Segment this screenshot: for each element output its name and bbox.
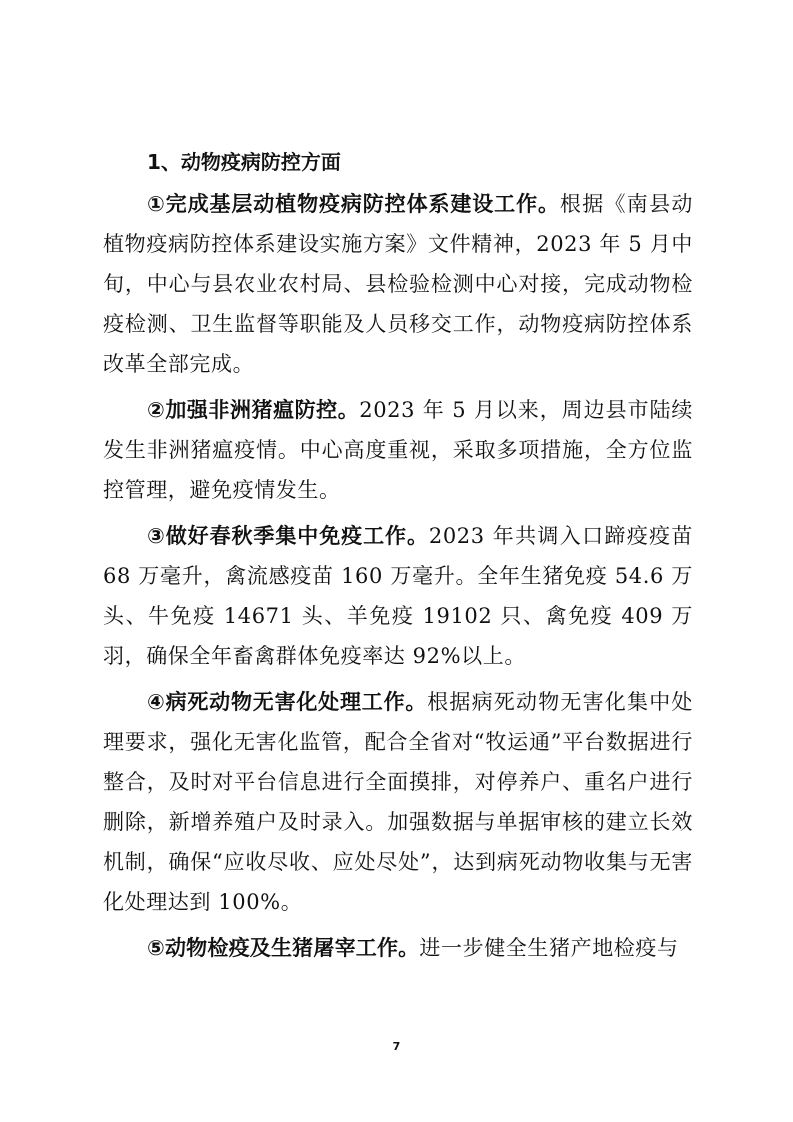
paragraph-1 (103, 184, 693, 384)
paragraph-body: 2023 年共调入口蹄疫疫苗 68 万毫升，禽流感疫苗 160 万毫升。全年生猪免疫 54.6 万头、牛免疫 14671 头、羊免疫 19102 只、禽免疫 409 万羽，确保全年畜禽群体免疫率达 92%以上。 (103, 524, 693, 668)
paragraph-4 (103, 682, 693, 922)
paragraph-3 (103, 516, 693, 676)
paragraph-body: 根据病死动物无害化集中处理要求，强化无害化监管，配合全省对“牧运通”平台数据进行整合，及时对平台信息进行全面摸排，对停养户、重名户进行删除，新增养殖户及时录入。加强数据与单据审核的建立长效机制，确保“应收尽收、应处尽处”，达到病死动物收集与无害化处理达到 100%。 (103, 690, 693, 914)
paragraph-lead: ②加强非洲猪瘟防控。 (147, 398, 360, 422)
paragraph-lead: ④病死动物无害化处理工作。 (147, 690, 428, 714)
paragraph-5 (103, 928, 693, 968)
page-number: 7 (392, 1040, 401, 1053)
paragraph-body: 进一步健全生猪产地检疫与 (419, 936, 679, 960)
paragraph-lead: ⑤动物检疫及生猪屠宰工作。 (147, 936, 420, 960)
document-body (103, 146, 693, 974)
paragraph-body: 2023 年 5 月以来，周边县市陆续发生非洲猪瘟疫情。中心高度重视，采取多项措施，全方位监控管理，避免疫情发生。 (103, 398, 694, 502)
paragraph-lead: ③做好春秋季集中免疫工作。 (147, 524, 429, 548)
paragraph-2 (103, 390, 693, 510)
section-heading: 1、动物疫病防控方面 (147, 150, 341, 174)
paragraph-body: 根据《南县动植物疫病防控体系建设实施方案》文件精神，2023 年 5 月中旬，中心与县农业农村局、县检验检测中心对接，完成动物检疫检测、卫生监督等职能及人员移交工作，动物疫病防控体系改革全部完成。 (103, 192, 693, 376)
paragraph-lead: ①完成基层动植物疫病防控体系建设工作。 (147, 192, 560, 216)
